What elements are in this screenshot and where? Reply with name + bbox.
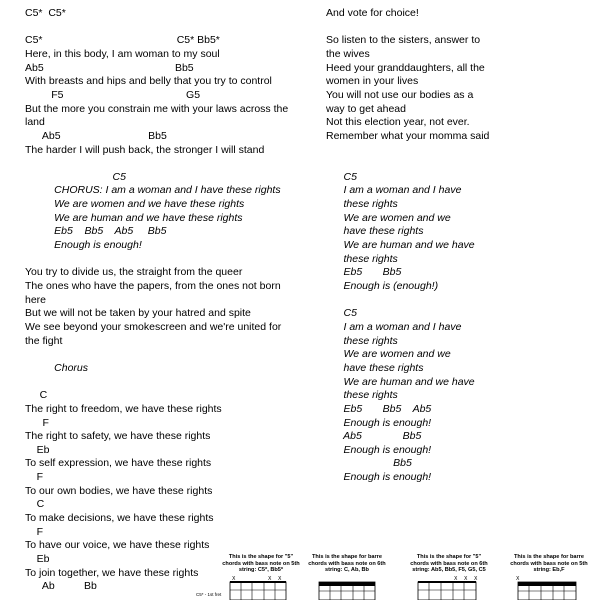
chord-fret-note: C5* - 1st fret [196, 592, 222, 597]
left-line: C5* C5* Bb5* [25, 34, 220, 47]
left-line: To have our voice, we have these rights [25, 539, 210, 552]
left-line: Chorus [25, 361, 89, 374]
right-line: way to get ahead [326, 102, 406, 115]
chord-diagram-caption: This is the shape for barre chords with bass note on 6th string: C, Ab, Bb [308, 554, 386, 574]
right-line: have these rights [326, 225, 424, 238]
left-line: The ones who have the papers, from the ones not born [25, 280, 281, 292]
fretboard-icon [508, 576, 590, 600]
right-line: Enough is enough! [326, 443, 432, 456]
left-line: F5 G5 [25, 88, 201, 101]
right-line: Enough is (enough!) [326, 280, 439, 292]
left-line: C [25, 498, 45, 511]
right-line: You will not use our bodies as a [326, 88, 474, 101]
left-line: You try to divide us, the straight from the queer [25, 266, 243, 279]
left-line: To our own bodies, we have these rights [25, 484, 213, 497]
left-line: Eb [25, 553, 50, 565]
right-line: So listen to the sisters, answer to [326, 34, 481, 47]
left-line: land [25, 116, 45, 129]
fretboard-icon [306, 576, 388, 600]
right-line: women in your lives [326, 75, 419, 88]
right-line: Enough is enough! [326, 471, 432, 484]
right-line: C5 [326, 307, 357, 320]
left-line: To self expression, we have these rights [25, 457, 212, 470]
chord-diagram-caption: This is the shape for barre chords with bass note on 5th string: Eb,F [510, 554, 588, 574]
svg-text:X: X [516, 576, 520, 582]
fretboard-icon [220, 576, 302, 600]
right-line: have these rights [326, 361, 424, 374]
left-line: C5* C5* [25, 7, 66, 19]
right-line: Eb5 Bb5 Ab5 [326, 402, 432, 415]
left-line: here [25, 293, 47, 306]
left-line: To make decisions, we have these rights [25, 512, 214, 525]
chord-diagram-6th-string-barre [306, 554, 388, 600]
svg-text:X: X [474, 576, 478, 582]
right-line: And vote for choice! [326, 7, 419, 19]
right-line: Bb5 [326, 457, 412, 470]
chord-diagram-5th-string-barre [508, 554, 590, 600]
right-line: Enough is enough! [326, 416, 432, 429]
right-line: these rights [326, 334, 398, 347]
left-line: Ab5 Bb5 [25, 61, 194, 74]
right-line: these rights [326, 198, 398, 211]
right-line: We are women and we [326, 348, 451, 361]
right-line: Ab5 Bb5 [326, 430, 422, 443]
left-line: C5 [25, 170, 126, 183]
svg-text:X: X [268, 576, 272, 582]
left-line: F [25, 525, 44, 538]
left-line: We are women and we have these rights [25, 198, 245, 211]
right-line: I am a woman and I have [326, 320, 462, 333]
left-line: With breasts and hips and belly that you try to control [25, 75, 272, 88]
left-line: But we will not be taken by your hatred and spite [25, 307, 251, 320]
left-line: Eb5 Bb5 Ab5 Bb5 [25, 225, 167, 238]
left-line: The harder I will push back, the stronger I will stand [25, 143, 265, 156]
left-line: Ab Bb [25, 580, 97, 593]
left-line: The right to safety, we have these rights [25, 430, 211, 443]
right-line: Not this election year, not ever. [326, 116, 470, 129]
right-line: Eb5 Bb5 [326, 266, 402, 279]
chord-diagram-5th-string-power [220, 554, 302, 600]
right-line: I am a woman and I have [326, 184, 462, 197]
left-line: F [25, 471, 44, 484]
right-line: We are human and we have [326, 239, 475, 252]
left-line: C [25, 389, 48, 402]
left-line: Here, in this body, I am woman to my soul [25, 47, 220, 60]
left-line: Ab5 Bb5 [25, 129, 167, 142]
right-line: We are human and we have [326, 375, 475, 388]
left-line: the fight [25, 334, 63, 347]
left-line: Enough is enough! [25, 239, 142, 252]
left-line: Eb [25, 443, 50, 456]
right-line: the wives [326, 47, 370, 60]
left-line: The right to freedom, we have these rights [25, 402, 222, 415]
left-line: We see beyond your smokescreen and we're united for [25, 320, 282, 333]
chord-diagram-6th-string-power [408, 554, 490, 600]
svg-text:X: X [454, 576, 458, 582]
right-line: Remember what your momma said [326, 129, 490, 142]
right-line: We are women and we [326, 211, 451, 224]
left-line: We are human and we have these rights [25, 211, 243, 224]
left-line: To join together, we have these rights [25, 566, 199, 579]
left-line: CHORUS: I am a woman and I have these rights [25, 184, 281, 197]
right-line: these rights [326, 389, 398, 402]
left-line: But the more you constrain me with your laws across the [25, 102, 289, 115]
right-line: these rights [326, 252, 398, 265]
svg-text:X: X [232, 576, 236, 582]
left-line: F [25, 416, 49, 429]
svg-text:X: X [278, 576, 282, 582]
fretboard-icon [408, 576, 490, 600]
chord-diagram-caption: This is the shape for "5" chords with bass note on 6th string: Ab5, Bb5, F5, G5, C5 [410, 554, 488, 574]
right-line: C5 [326, 170, 357, 183]
chord-diagram-caption: This is the shape for "5" chords with bass note on 5th string: C5*, Bb5* [222, 554, 300, 574]
right-line: Heed your granddaughters, all the [326, 61, 485, 74]
svg-text:X: X [464, 576, 468, 582]
